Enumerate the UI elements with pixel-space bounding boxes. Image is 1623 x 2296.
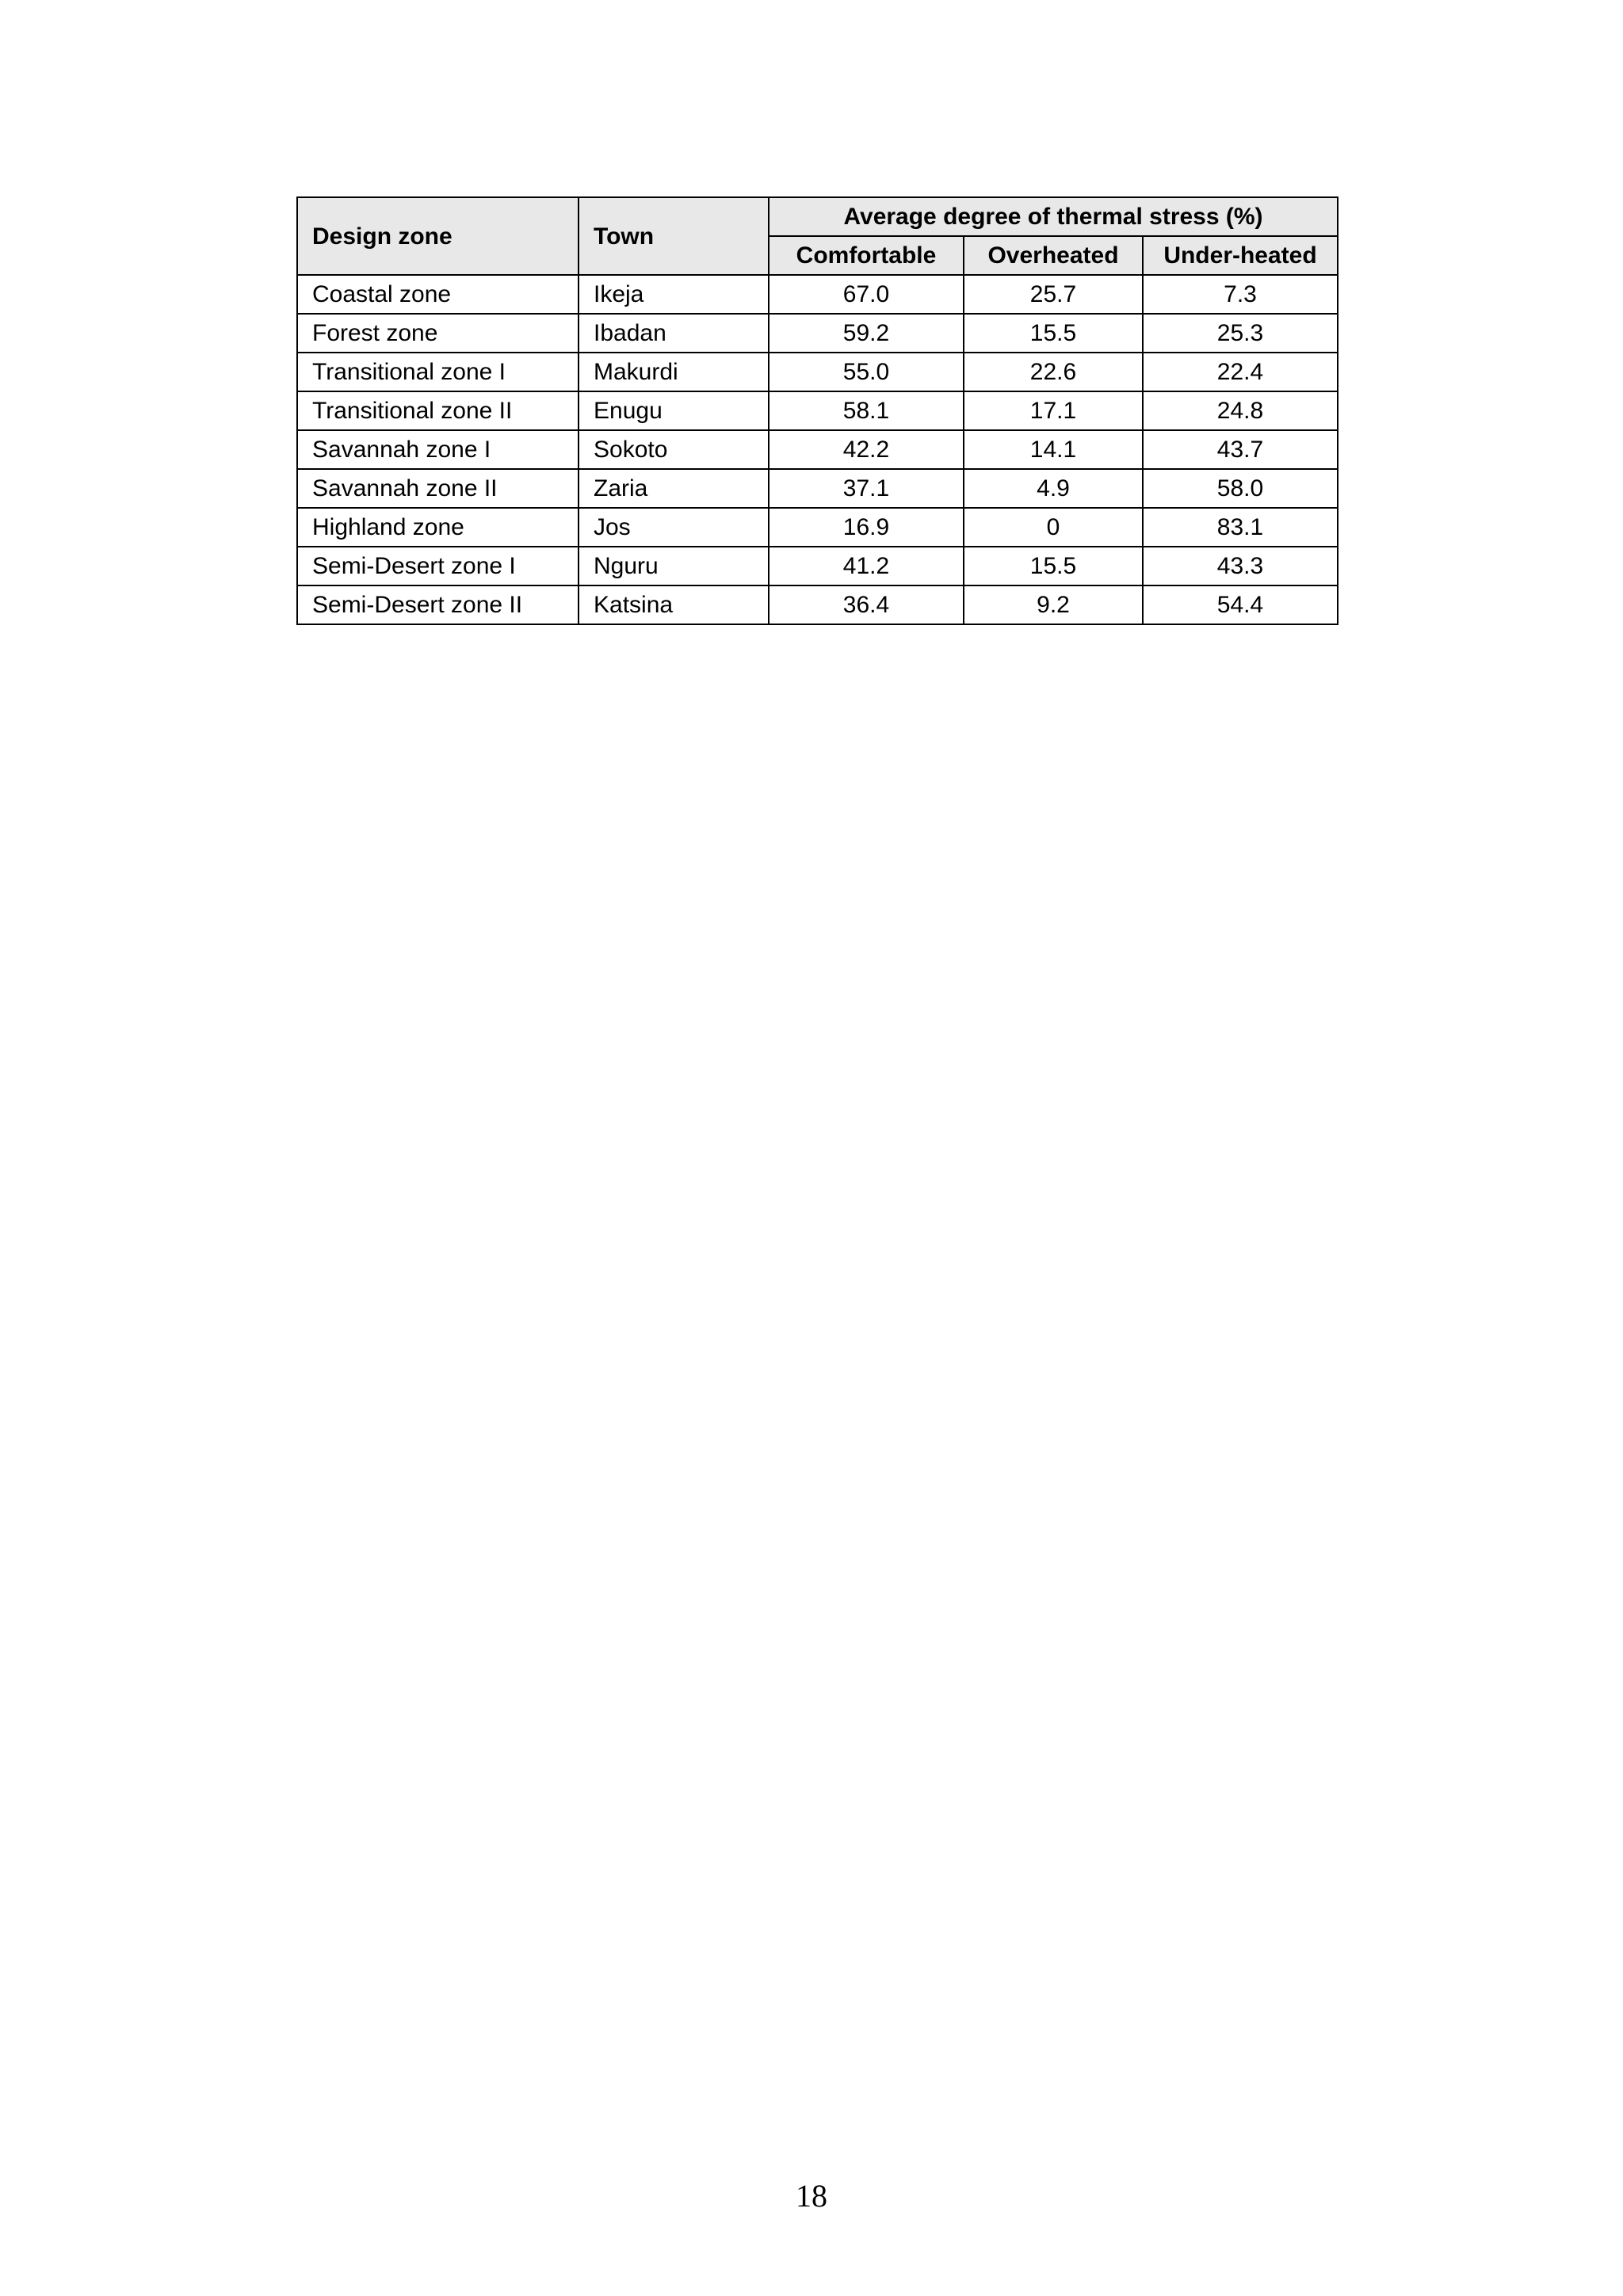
cell-overheated: 25.7 <box>964 275 1143 314</box>
cell-comfortable: 59.2 <box>769 314 964 353</box>
cell-overheated: 14.1 <box>964 430 1143 469</box>
header-overheated: Overheated <box>964 236 1143 275</box>
table-row <box>297 430 1338 469</box>
cell-overheated: 9.2 <box>964 585 1143 624</box>
cell-comfortable: 37.1 <box>769 469 964 508</box>
cell-overheated: 15.5 <box>964 547 1143 585</box>
header-underheated: Under-heated <box>1143 236 1338 275</box>
cell-design-zone: Semi-Desert zone II <box>297 585 579 624</box>
cell-overheated: 17.1 <box>964 391 1143 430</box>
cell-comfortable: 55.0 <box>769 353 964 391</box>
cell-underheated: 24.8 <box>1143 391 1338 430</box>
table-row <box>297 469 1338 508</box>
thermal-stress-table-container <box>296 196 1338 625</box>
cell-comfortable: 58.1 <box>769 391 964 430</box>
table-row <box>297 508 1338 547</box>
cell-underheated: 83.1 <box>1143 508 1338 547</box>
cell-underheated: 58.0 <box>1143 469 1338 508</box>
thermal-stress-table <box>296 196 1338 625</box>
header-comfortable: Comfortable <box>769 236 964 275</box>
cell-town: Ikeja <box>579 275 769 314</box>
cell-town: Jos <box>579 508 769 547</box>
cell-design-zone: Transitional zone I <box>297 353 579 391</box>
header-design-zone: Design zone <box>297 197 579 275</box>
cell-town: Makurdi <box>579 353 769 391</box>
table-row <box>297 391 1338 430</box>
cell-design-zone: Transitional zone II <box>297 391 579 430</box>
header-thermal-stress-group: Average degree of thermal stress (%) <box>769 197 1338 236</box>
cell-overheated: 15.5 <box>964 314 1143 353</box>
cell-underheated: 43.3 <box>1143 547 1338 585</box>
page-number: 18 <box>796 2178 827 2214</box>
cell-underheated: 54.4 <box>1143 585 1338 624</box>
cell-design-zone: Highland zone <box>297 508 579 547</box>
cell-underheated: 43.7 <box>1143 430 1338 469</box>
table-row <box>297 353 1338 391</box>
cell-town: Ibadan <box>579 314 769 353</box>
cell-underheated: 25.3 <box>1143 314 1338 353</box>
cell-town: Sokoto <box>579 430 769 469</box>
table-row <box>297 314 1338 353</box>
cell-design-zone: Savannah zone I <box>297 430 579 469</box>
cell-town: Enugu <box>579 391 769 430</box>
cell-overheated: 22.6 <box>964 353 1143 391</box>
table-row <box>297 547 1338 585</box>
cell-comfortable: 42.2 <box>769 430 964 469</box>
cell-design-zone: Semi-Desert zone I <box>297 547 579 585</box>
cell-overheated: 4.9 <box>964 469 1143 508</box>
cell-design-zone: Forest zone <box>297 314 579 353</box>
cell-comfortable: 36.4 <box>769 585 964 624</box>
cell-underheated: 7.3 <box>1143 275 1338 314</box>
cell-comfortable: 16.9 <box>769 508 964 547</box>
cell-town: Nguru <box>579 547 769 585</box>
table-body <box>297 275 1338 624</box>
cell-town: Zaria <box>579 469 769 508</box>
cell-comfortable: 41.2 <box>769 547 964 585</box>
table-row <box>297 585 1338 624</box>
cell-town: Katsina <box>579 585 769 624</box>
cell-design-zone: Coastal zone <box>297 275 579 314</box>
cell-comfortable: 67.0 <box>769 275 964 314</box>
cell-overheated: 0 <box>964 508 1143 547</box>
table-header-row <box>297 197 1338 236</box>
table-row <box>297 275 1338 314</box>
cell-design-zone: Savannah zone II <box>297 469 579 508</box>
cell-underheated: 22.4 <box>1143 353 1338 391</box>
header-town: Town <box>579 197 769 275</box>
